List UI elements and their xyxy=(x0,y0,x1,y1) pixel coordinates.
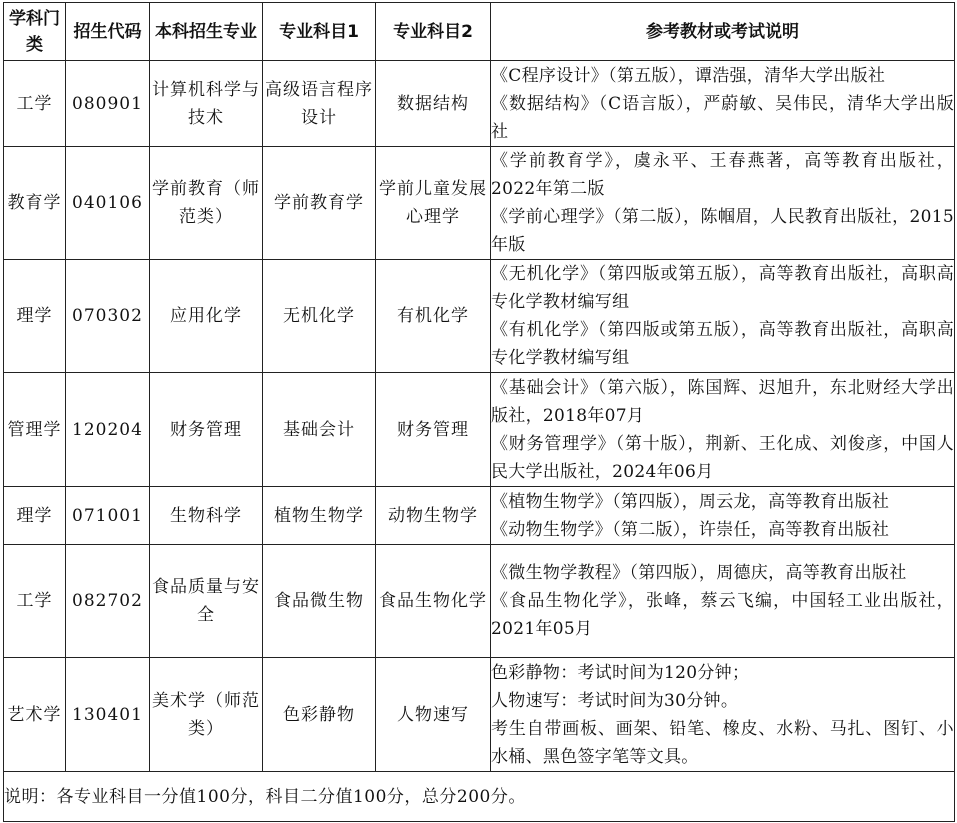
reference-line: 《无机化学》（第四版或第五版），高等教育出版社，高职高专化学教材编写组 xyxy=(491,264,954,312)
code-cell: 120204 xyxy=(66,373,150,487)
subject1-cell: 学前教育学 xyxy=(263,147,376,260)
subject1-cell: 高级语言程序设计 xyxy=(263,61,376,147)
header-references: 参考教材或考试说明 xyxy=(491,3,955,61)
subject2-cell: 动物生物学 xyxy=(376,487,491,545)
category-cell: 理学 xyxy=(4,487,66,545)
reference-line: 《财务管理学》（第十版），荆新、王化成、刘俊彦，中国人民大学出版社，2024年06月 xyxy=(491,433,954,482)
category-cell: 工学 xyxy=(4,545,66,658)
header-subject2: 专业科目2 xyxy=(376,3,491,61)
subject2-cell: 学前儿童发展心理学 xyxy=(376,147,491,260)
reference-line: 《食品生物化学》，张峰，蔡云飞编，中国轻工业出版社，2021年05月 xyxy=(491,591,954,639)
subject2-cell: 人物速写 xyxy=(376,658,491,772)
reference-line: 《学前心理学》（第二版），陈帼眉，人民教育出版社，2015年版 xyxy=(491,207,954,255)
major-cell: 食品质量与安全 xyxy=(150,545,263,658)
table-row xyxy=(4,658,955,772)
reference-line: 色彩静物：考试时间为120分钟； xyxy=(491,662,750,683)
table-row xyxy=(4,260,955,373)
code-cell: 080901 xyxy=(66,61,150,147)
table-row xyxy=(4,61,955,147)
table-row xyxy=(4,147,955,260)
major-cell: 生物科学 xyxy=(150,487,263,545)
table-row xyxy=(4,487,955,545)
major-cell: 应用化学 xyxy=(150,260,263,373)
category-cell: 工学 xyxy=(4,61,66,147)
category-cell: 理学 xyxy=(4,260,66,373)
exam-subject-table xyxy=(3,2,955,822)
header-code: 招生代码 xyxy=(66,3,150,61)
subject1-cell: 植物生物学 xyxy=(263,487,376,545)
major-cell: 学前教育（师范类） xyxy=(150,147,263,260)
reference-cell xyxy=(491,260,955,373)
reference-line: 《数据结构》（C语言版），严蔚敏、吴伟民，清华大学出版社 xyxy=(491,93,954,142)
code-cell: 070302 xyxy=(66,260,150,373)
reference-line: 《基础会计》（第六版），陈国辉、迟旭升，东北财经大学出版社，2018年07月 xyxy=(491,377,954,426)
major-cell: 财务管理 xyxy=(150,373,263,487)
code-cell: 082702 xyxy=(66,545,150,658)
reference-cell xyxy=(491,487,955,545)
subject1-cell: 无机化学 xyxy=(263,260,376,373)
subject1-cell: 基础会计 xyxy=(263,373,376,487)
reference-line: 《学前教育学》，虞永平、王春燕著，高等教育出版社，2022年第二版 xyxy=(491,151,954,199)
subject2-cell: 食品生物化学 xyxy=(376,545,491,658)
category-cell: 管理学 xyxy=(4,373,66,487)
subject1-cell: 色彩静物 xyxy=(263,658,376,772)
subject2-cell: 财务管理 xyxy=(376,373,491,487)
reference-cell xyxy=(491,545,955,658)
header-major: 本科招生专业 xyxy=(150,3,263,61)
reference-cell xyxy=(491,658,955,772)
reference-line: 考生自带画板、画架、铅笔、橡皮、水粉、马扎、图钉、小水桶、黑色签字笔等文具。 xyxy=(491,718,954,767)
major-cell: 计算机科学与技术 xyxy=(150,61,263,147)
reference-cell xyxy=(491,373,955,487)
table-row xyxy=(4,373,955,487)
category-cell: 教育学 xyxy=(4,147,66,260)
table-row xyxy=(4,545,955,658)
code-cell: 130401 xyxy=(66,658,150,772)
code-cell: 071001 xyxy=(66,487,150,545)
subject1-cell: 食品微生物 xyxy=(263,545,376,658)
header-category: 学科门类 xyxy=(4,3,66,61)
reference-line: 《有机化学》（第四版或第五版），高等教育出版社，高职高专化学教材编写组 xyxy=(491,320,954,368)
subject2-cell: 有机化学 xyxy=(376,260,491,373)
note-row xyxy=(4,772,955,822)
header-subject1: 专业科目1 xyxy=(263,3,376,61)
reference-line: 人物速写：考试时间为30分钟。 xyxy=(491,690,739,711)
reference-line: 《动物生物学》（第二版），许崇任，高等教育出版社 xyxy=(491,519,890,540)
category-cell: 艺术学 xyxy=(4,658,66,772)
code-cell: 040106 xyxy=(66,147,150,260)
subject2-cell: 数据结构 xyxy=(376,61,491,147)
reference-cell xyxy=(491,147,955,260)
reference-line: 《微生物学教程》（第四版），周德庆，高等教育出版社 xyxy=(491,563,907,583)
note-text: 说明：各专业科目一分值100分，科目二分值100分，总分200分。 xyxy=(4,772,955,822)
reference-line: 《植物生物学》（第四版），周云龙，高等教育出版社 xyxy=(491,491,890,512)
header-row xyxy=(4,3,955,61)
reference-cell xyxy=(491,61,955,147)
major-cell: 美术学（师范类） xyxy=(150,658,263,772)
reference-line: 《C程序设计》（第五版），谭浩强，清华大学出版社 xyxy=(491,65,886,86)
